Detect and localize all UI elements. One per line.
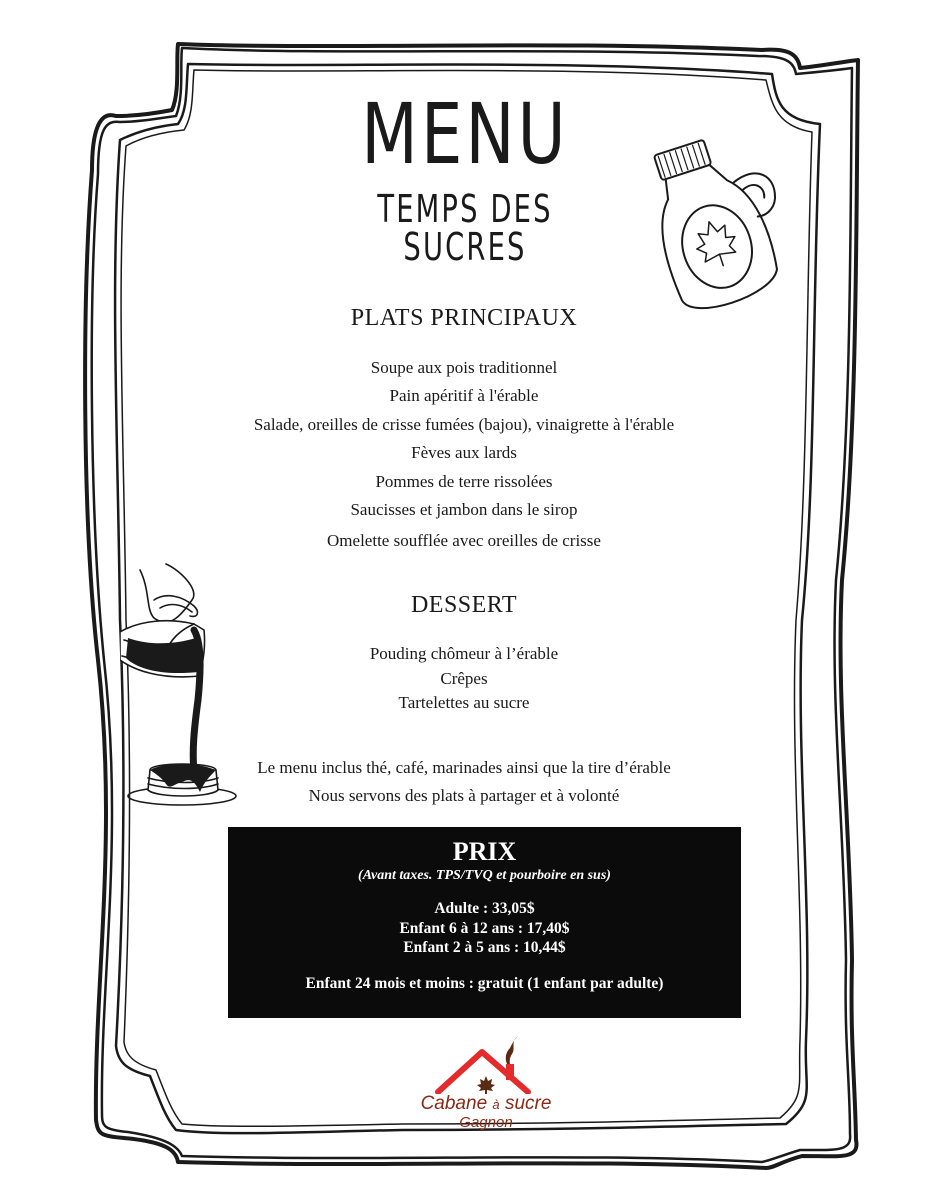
plats-list xyxy=(0,354,928,556)
logo-name-part: Cabane xyxy=(420,1093,488,1114)
logo-subtitle: Gagnon xyxy=(459,1114,513,1131)
dessert-list xyxy=(0,642,928,716)
menu-notes xyxy=(0,754,928,810)
menu-title: MENU xyxy=(361,85,569,183)
plats-item: Fèves aux lards xyxy=(411,443,517,463)
plats-item: Pain apéritif à l'érable xyxy=(389,386,539,406)
cabane-logo xyxy=(416,1094,556,1131)
plats-item: Pommes de terre rissolées xyxy=(375,471,553,491)
logo-name xyxy=(416,1094,556,1115)
price-row: Enfant 6 à 12 ans : 17,40$ xyxy=(399,919,570,937)
cabane-logo-house-icon xyxy=(432,1030,542,1094)
plats-item: Salade, oreilles de crisse fumées (bajou), vinaigrette à l'érable xyxy=(253,414,675,434)
dessert-item: Crêpes xyxy=(440,668,488,688)
plats-item: Soupe aux pois traditionnel xyxy=(370,358,558,377)
plats-item: Omelette soufflée avec oreilles de crisse xyxy=(327,531,601,551)
price-tax-note: (Avant taxes. TPS/TVQ et pourboire en sus) xyxy=(358,868,611,883)
price-footer: Enfant 24 mois et moins : gratuit (1 enfant par adulte) xyxy=(305,974,664,992)
dessert-item: Pouding chômeur à l’érable xyxy=(369,644,559,663)
logo-name-part: sucre xyxy=(504,1093,552,1114)
dessert-item: Tartelettes au sucre xyxy=(398,693,530,712)
note-line: Le menu inclus thé, café, marinades ainsi que la tire d’érable xyxy=(257,758,671,777)
note-line: Nous servons des plats à partager et à volonté xyxy=(308,786,620,805)
plats-item: Saucisses et jambon dans le sirop xyxy=(350,499,578,519)
dessert-heading: DESSERT xyxy=(410,592,518,618)
price-box xyxy=(228,827,741,1018)
price-rows xyxy=(228,899,741,958)
price-row: Adulte : 33,05$ xyxy=(434,900,535,917)
menu-subtitle: TEMPS DES SUCRES xyxy=(377,187,553,269)
price-heading: PRIX xyxy=(452,837,517,866)
maple-syrup-jug-icon xyxy=(648,122,808,322)
price-row: Enfant 2 à 5 ans : 10,44$ xyxy=(403,939,566,956)
logo-name-part: à xyxy=(492,1097,500,1112)
plats-heading: PLATS PRINCIPAUX xyxy=(350,305,578,331)
